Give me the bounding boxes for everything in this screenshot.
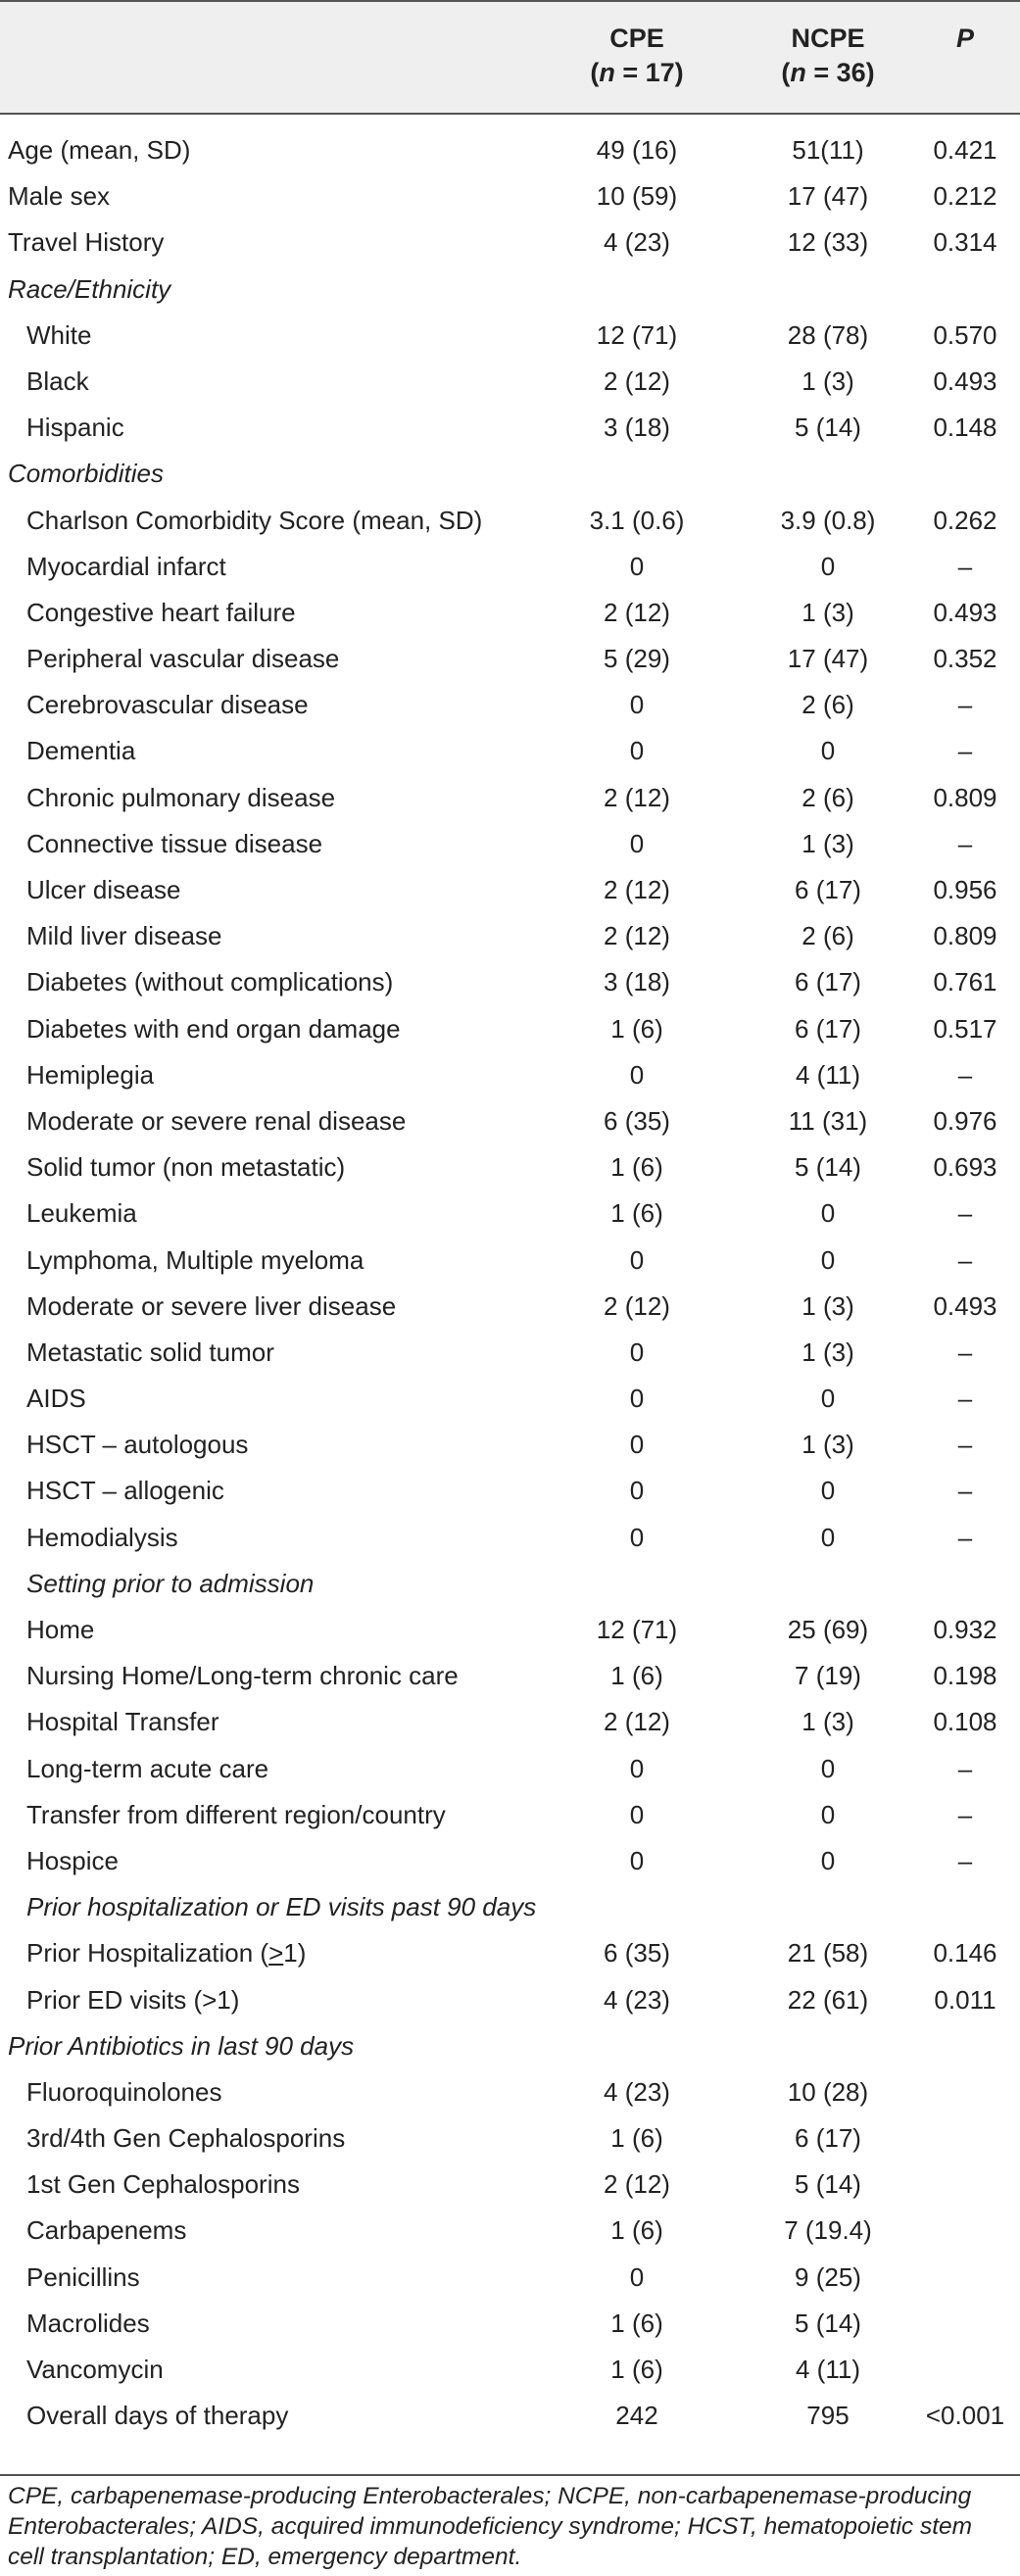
row-label: Vancomycin	[26, 2355, 164, 2384]
ncpe-cell: 5 (14)	[795, 1152, 861, 1183]
row-label: Race/Ethnicity	[8, 273, 171, 304]
table-row	[0, 1098, 1020, 1144]
table-row	[0, 313, 1020, 359]
p-value-cell: 0.198	[933, 1661, 997, 1691]
p-value-cell: –	[957, 736, 973, 766]
table-row	[0, 1284, 1020, 1330]
row-label: Overall days of therapy	[26, 2401, 289, 2431]
ncpe-cell: 25 (69)	[787, 1615, 869, 1644]
table-row	[0, 1330, 1020, 1376]
section-row	[0, 267, 1020, 313]
table-row	[0, 405, 1020, 451]
section-row	[0, 1884, 1020, 1930]
p-value-cell: 0.693	[933, 1152, 997, 1183]
p-value-cell: 0.761	[933, 967, 997, 997]
ncpe-cell: 4 (11)	[796, 1059, 860, 1090]
table-row	[0, 2162, 1020, 2208]
p-value-cell: 0.570	[933, 319, 997, 350]
ncpe-cell: 4 (11)	[796, 2355, 860, 2384]
table-row	[0, 1792, 1020, 1838]
ncpe-cell: 1 (3)	[801, 1337, 854, 1367]
row-label: Solid tumor (non metastatic)	[26, 1152, 346, 1183]
table-row	[0, 1052, 1020, 1098]
ncpe-cell: 0	[820, 1799, 836, 1829]
p-value-cell: 0.011	[934, 1984, 996, 2015]
cpe-cell: 3 (18)	[604, 967, 670, 997]
cpe-cell: 0	[629, 551, 645, 581]
row-label: Lymphoma, Multiple myeloma	[26, 1244, 364, 1275]
section-row	[0, 451, 1020, 497]
ncpe-cell: 1 (3)	[801, 1707, 854, 1737]
table-row	[0, 2255, 1020, 2301]
row-label: Penicillins	[26, 2261, 140, 2292]
table-row	[0, 867, 1020, 913]
cpe-cell: 2 (12)	[604, 921, 670, 951]
table-row	[0, 1977, 1020, 2023]
row-label: Hemiplegia	[26, 1059, 155, 1090]
row-label: Congestive heart failure	[26, 597, 296, 627]
row-label: Moderate or severe renal disease	[26, 1105, 407, 1136]
cpe-cell: 2 (12)	[604, 1707, 670, 1737]
row-label: Moderate or severe liver disease	[26, 1290, 397, 1321]
cpe-cell: 12 (71)	[596, 319, 678, 350]
p-value-cell: 0.148	[933, 413, 997, 443]
row-label: Hospital Transfer	[26, 1707, 219, 1737]
p-value-cell: –	[957, 1337, 973, 1367]
cpe-cell: 0	[629, 1845, 645, 1875]
row-label: Diabetes (without complications)	[26, 967, 394, 997]
ncpe-cell: 22 (61)	[787, 1984, 869, 2015]
table-row	[0, 1699, 1020, 1745]
table-row	[0, 219, 1020, 266]
ncpe-cell: 1 (3)	[801, 1290, 854, 1321]
table-row	[0, 2069, 1020, 2115]
row-label: HSCT – allogenic	[26, 1476, 224, 1506]
ncpe-cell: 3.9 (0.8)	[780, 505, 876, 535]
column-header-cpe	[559, 22, 715, 90]
cpe-cell: 0	[629, 828, 645, 858]
row-label: Leukemia	[26, 1198, 137, 1229]
cpe-cell: 0	[629, 1522, 645, 1552]
row-label: Black	[26, 365, 89, 396]
ncpe-cell: 0	[820, 1476, 836, 1506]
row-label: Dementia	[26, 736, 136, 766]
cpe-n	[559, 56, 715, 90]
ncpe-n	[750, 56, 906, 90]
p-value-cell: –	[957, 1384, 973, 1414]
table-row	[0, 173, 1020, 219]
p-value-cell: –	[957, 828, 973, 858]
cpe-cell: 2 (12)	[604, 1290, 670, 1321]
p-value-cell: 0.314	[933, 227, 997, 258]
row-label: 1st Gen Cephalosporins	[26, 2169, 300, 2200]
row-label: Hemodialysis	[26, 1522, 178, 1552]
ncpe-cell: 0	[820, 1753, 836, 1783]
table-header-row	[0, 0, 1020, 113]
cpe-cell: 3.1 (0.6)	[589, 505, 685, 535]
cpe-n-var: n	[599, 58, 615, 87]
row-label: Travel History	[8, 227, 165, 258]
row-label: HSCT – autologous	[26, 1430, 249, 1460]
ncpe-cell: 17 (47)	[787, 644, 869, 674]
row-label: Setting prior to admission	[26, 1568, 315, 1598]
row-label: Mild liver disease	[26, 921, 222, 951]
row-label: Peripheral vascular disease	[26, 644, 340, 674]
ncpe-cell: 2 (6)	[801, 782, 854, 812]
row-label: Fluoroquinolones	[26, 2076, 222, 2107]
ncpe-cell: 0	[820, 1384, 836, 1414]
ncpe-cell: 0	[820, 736, 836, 766]
cpe-cell: 10 (59)	[596, 181, 678, 212]
table-row	[0, 1746, 1020, 1792]
ncpe-cell: 11 (31)	[788, 1105, 868, 1136]
row-label: Nursing Home/Long-term chronic care	[26, 1661, 459, 1691]
ncpe-cell: 7 (19.4)	[784, 2215, 872, 2246]
cpe-cell: 0	[629, 690, 645, 720]
ncpe-cell: 12 (33)	[787, 227, 869, 258]
ncpe-n-var: n	[790, 58, 806, 87]
ncpe-cell: 5 (14)	[795, 413, 861, 443]
cpe-cell: 0	[629, 1244, 645, 1275]
cpe-cell: 0	[629, 1430, 645, 1460]
row-label: Comorbidities	[8, 459, 164, 489]
cpe-cell: 1 (6)	[610, 2355, 663, 2384]
table-row	[0, 913, 1020, 959]
ncpe-cell: 1 (3)	[801, 365, 854, 396]
table-row	[0, 498, 1020, 544]
table-row	[0, 1653, 1020, 1699]
table-row	[0, 127, 1020, 173]
row-label: Ulcer disease	[26, 875, 181, 904]
cpe-cell: 3 (18)	[604, 413, 670, 443]
column-header-ncpe	[750, 22, 906, 90]
p-value-cell: –	[957, 690, 973, 720]
row-label: Diabetes with end organ damage	[26, 1013, 401, 1044]
cpe-cell: 2 (12)	[604, 365, 670, 396]
cpe-cell: 0	[629, 736, 645, 766]
row-label: Connective tissue disease	[26, 828, 323, 858]
row-label: Charlson Comorbidity Score (mean, SD)	[26, 505, 483, 535]
cpe-cell: 6 (35)	[604, 1938, 670, 1968]
ncpe-cell: 2 (6)	[801, 921, 854, 951]
table-row	[0, 590, 1020, 636]
row-label: AIDS	[26, 1384, 86, 1414]
ncpe-cell: 0	[820, 1244, 836, 1275]
table-row	[0, 2115, 1020, 2162]
p-value-cell: –	[957, 1476, 973, 1506]
row-label: Prior ED visits (>1)	[26, 1984, 240, 2015]
p-value-cell: –	[957, 1799, 973, 1829]
table-row	[0, 1006, 1020, 1052]
ncpe-cell: 9 (25)	[795, 2261, 861, 2292]
row-label: Macrolides	[26, 2308, 150, 2338]
ncpe-cell: 6 (17)	[795, 875, 861, 904]
table-row	[0, 1930, 1020, 1976]
p-value-cell: –	[957, 1059, 973, 1090]
p-value-cell: –	[957, 1198, 973, 1229]
ncpe-cell: 7 (19)	[795, 1661, 861, 1691]
header-rule	[0, 113, 1020, 115]
p-value-cell: –	[957, 1430, 973, 1460]
ncpe-cell: 2 (6)	[801, 690, 854, 720]
cpe-cell: 1 (6)	[610, 2123, 663, 2154]
cpe-cell: 0	[629, 1384, 645, 1414]
p-value-cell: 0.493	[933, 1290, 997, 1321]
cpe-cell: 49 (16)	[596, 135, 678, 165]
p-value-cell: 0.146	[933, 1938, 997, 1968]
row-label: Male sex	[8, 181, 111, 212]
ncpe-cell: 28 (78)	[787, 319, 869, 350]
p-value-cell: 0.809	[933, 782, 997, 812]
cpe-cell: 1 (6)	[610, 2215, 663, 2246]
table-row	[0, 682, 1020, 728]
p-value-cell: –	[957, 1845, 973, 1875]
ncpe-cell: 21 (58)	[787, 1938, 869, 1968]
p-value-cell: 0.932	[933, 1615, 997, 1644]
p-value-cell: 0.108	[933, 1707, 997, 1737]
ncpe-cell: 1 (3)	[801, 1430, 854, 1460]
ncpe-cell: 795	[806, 2401, 850, 2431]
row-label: Long-term acute care	[26, 1753, 269, 1783]
ncpe-cell: 51(11)	[792, 135, 864, 165]
table-row	[0, 544, 1020, 590]
ncpe-cell: 5 (14)	[795, 2308, 861, 2338]
column-header-p: P	[955, 24, 974, 53]
ncpe-cell: 1 (3)	[801, 828, 854, 858]
p-value-cell: <0.001	[925, 2401, 1005, 2431]
ncpe-label: NCPE	[791, 24, 865, 53]
cpe-cell: 1 (6)	[610, 2308, 663, 2338]
p-value-cell: 0.212	[933, 181, 997, 212]
row-label: Age (mean, SD)	[8, 135, 191, 165]
p-value-cell: 0.352	[933, 644, 997, 674]
row-label: Prior Antibiotics in last 90 days	[8, 2030, 355, 2061]
row-label: Chronic pulmonary disease	[26, 782, 336, 812]
row-label: Hispanic	[26, 413, 124, 443]
cpe-cell: 1 (6)	[610, 1013, 663, 1044]
cpe-cell: 0	[629, 2261, 645, 2292]
table-row	[0, 1468, 1020, 1514]
row-label: Home	[26, 1615, 95, 1644]
table-row	[0, 1838, 1020, 1884]
ncpe-n-rest: = 36)	[805, 58, 875, 87]
p-value-cell: –	[957, 551, 973, 581]
ncpe-cell: 0	[820, 1522, 836, 1552]
cpe-label: CPE	[609, 24, 664, 53]
row-label: Cerebrovascular disease	[26, 690, 309, 720]
ncpe-cell: 10 (28)	[787, 2076, 869, 2107]
cpe-cell: 5 (29)	[604, 644, 670, 674]
row-label: Myocardial infarct	[26, 551, 226, 581]
section-row	[0, 2023, 1020, 2069]
row-label: Carbapenems	[26, 2215, 187, 2246]
ncpe-cell: 0	[820, 1198, 836, 1229]
table-row	[0, 2301, 1020, 2347]
cpe-cell: 4 (23)	[604, 227, 670, 258]
p-value-cell: 0.493	[933, 365, 997, 396]
cpe-cell: 6 (35)	[604, 1105, 670, 1136]
cpe-cell: 0	[629, 1337, 645, 1367]
row-label: Transfer from different region/country	[26, 1799, 446, 1829]
table-body	[0, 127, 1020, 2439]
row-label: Prior Hospitalization (>1)	[26, 1938, 307, 1968]
table-row	[0, 636, 1020, 682]
p-value-cell: –	[957, 1753, 973, 1783]
table-row	[0, 1515, 1020, 1561]
p-value-cell: 0.976	[933, 1105, 997, 1136]
cpe-cell: 12 (71)	[596, 1615, 678, 1644]
bottom-rule	[0, 2474, 1020, 2476]
ncpe-n-prefix: (	[781, 58, 791, 87]
cpe-cell: 1 (6)	[610, 1152, 663, 1183]
cpe-n-prefix: (	[590, 58, 600, 87]
row-label: 3rd/4th Gen Cephalosporins	[26, 2123, 346, 2154]
cpe-cell: 4 (23)	[604, 2076, 670, 2107]
cpe-cell: 0	[629, 1753, 645, 1783]
cpe-cell: 0	[629, 1059, 645, 1090]
table-row	[0, 728, 1020, 774]
table-row	[0, 2208, 1020, 2254]
cpe-cell: 1 (6)	[610, 1661, 663, 1691]
table-row	[0, 359, 1020, 405]
ncpe-cell: 17 (47)	[787, 181, 869, 212]
table-row	[0, 2393, 1020, 2439]
p-value-cell: –	[957, 1244, 973, 1275]
row-label: Metastatic solid tumor	[26, 1337, 274, 1367]
cpe-cell: 4 (23)	[604, 1984, 670, 2015]
table-row	[0, 1607, 1020, 1653]
row-label: Prior hospitalization or ED visits past 90 days	[26, 1892, 537, 1922]
table-row	[0, 775, 1020, 821]
table-footnote: CPE, carbapenemase-producing Enterobacterales; NCPE, non-carbapenemase-producing Enterobacterales; AIDS, acquired immunodeficiency syndrome; HCST, hematopoietic stem cell transplantation; ED, emergency department.	[8, 2483, 973, 2570]
cpe-cell: 0	[629, 1799, 645, 1829]
table-row	[0, 959, 1020, 1005]
table-row	[0, 1238, 1020, 1284]
ncpe-cell: 6 (17)	[795, 967, 861, 997]
ncpe-cell: 6 (17)	[795, 2123, 861, 2154]
cpe-cell: 2 (12)	[604, 597, 670, 627]
cpe-cell: 2 (12)	[604, 875, 670, 904]
table-row	[0, 1191, 1020, 1237]
section-row	[0, 1561, 1020, 1607]
ncpe-cell: 0	[820, 551, 836, 581]
p-value-cell: 0.517	[933, 1013, 997, 1044]
table-row	[0, 1422, 1020, 1468]
table-row	[0, 2347, 1020, 2393]
ncpe-cell: 6 (17)	[795, 1013, 861, 1044]
p-value-cell: –	[957, 1522, 973, 1552]
ncpe-cell: 0	[820, 1845, 836, 1875]
cpe-cell: 242	[615, 2401, 658, 2431]
p-value-cell: 0.493	[933, 597, 997, 627]
cpe-cell: 2 (12)	[604, 782, 670, 812]
table-row	[0, 821, 1020, 867]
p-value-cell: 0.421	[933, 135, 997, 165]
row-label: Hospice	[26, 1845, 119, 1875]
cpe-cell: 0	[629, 1476, 645, 1506]
table-row	[0, 1144, 1020, 1191]
p-value-cell: 0.809	[933, 921, 997, 951]
p-value-cell: 0.956	[933, 875, 997, 904]
table-row	[0, 1376, 1020, 1422]
ncpe-cell: 5 (14)	[795, 2169, 861, 2200]
cpe-cell: 1 (6)	[610, 1198, 663, 1229]
cpe-cell: 2 (12)	[604, 2169, 670, 2200]
cpe-n-rest: = 17)	[614, 58, 684, 87]
p-value-cell: 0.262	[933, 505, 997, 535]
ncpe-cell: 1 (3)	[801, 597, 854, 627]
row-label: White	[26, 319, 92, 350]
